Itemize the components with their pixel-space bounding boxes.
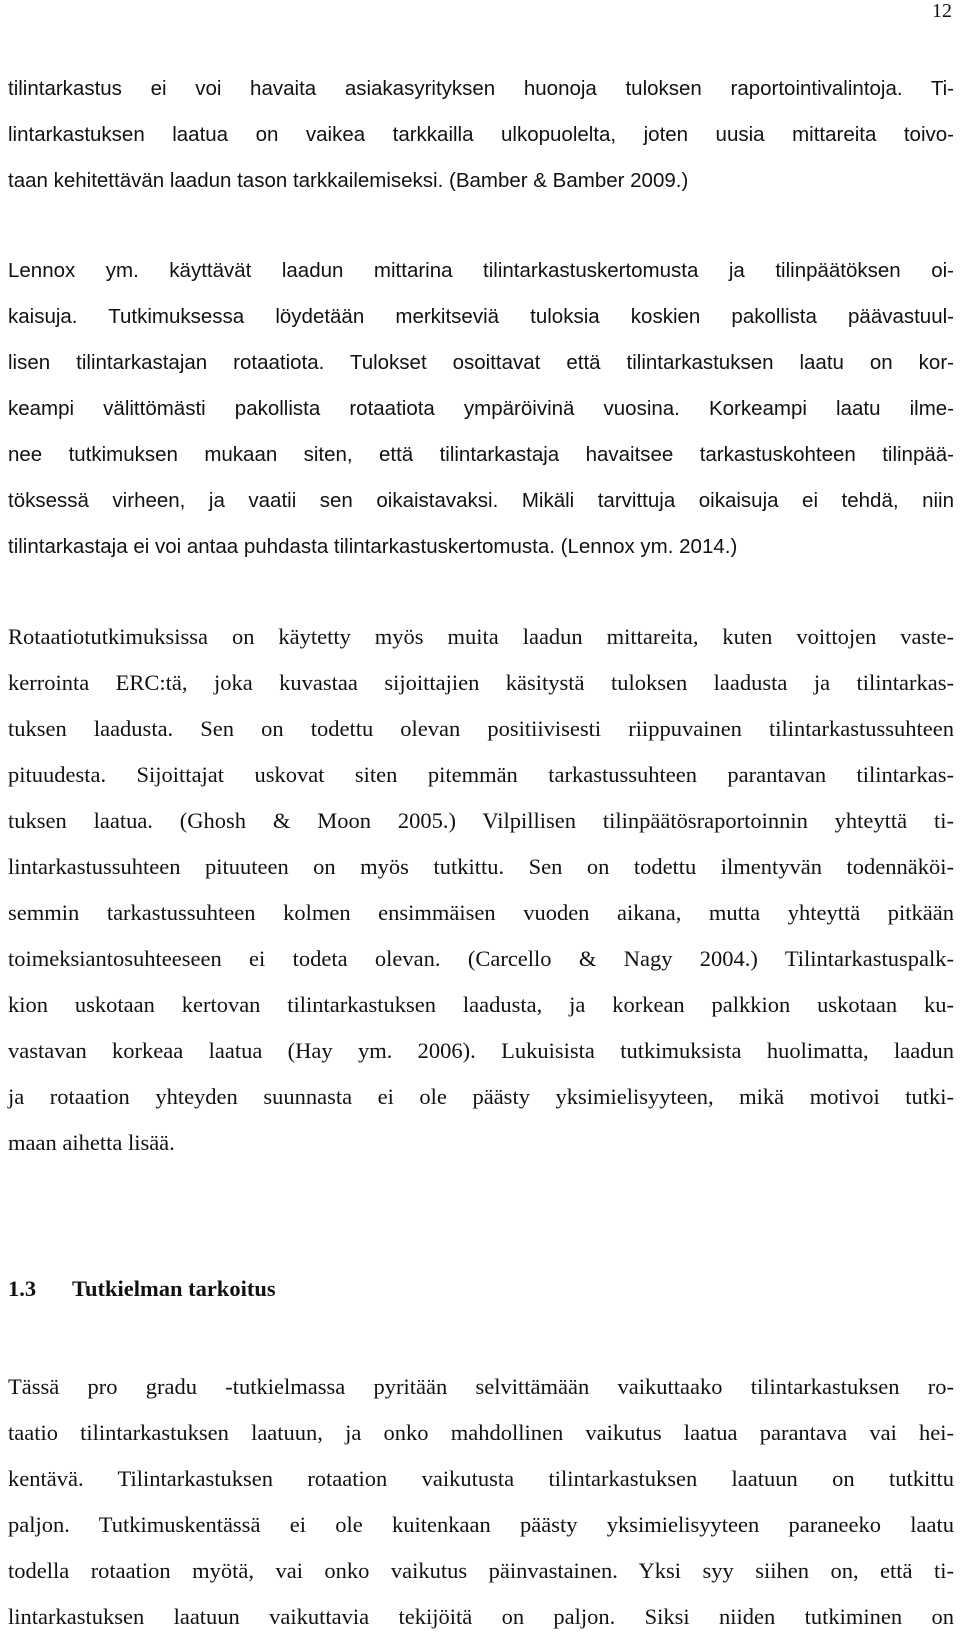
paragraph-1-line-3: taan kehitettävän laadun tason tarkkailemiseksi. (Bamber & Bamber 2009.)	[8, 169, 689, 192]
paragraph-3-line-5: tuksen laatua. (Ghosh & Moon 2005.) Vilpillisen tilinpäätösraportoinnin yhteyttä ti-	[8, 808, 954, 833]
section-heading	[8, 1272, 276, 1306]
paragraph-3-line-10: vastavan korkeaa laatua (Hay ym. 2006). Lukuisista tutkimuksista huolimatta, laadun	[8, 1038, 954, 1063]
paragraph-3-line-12: maan aihetta lisää.	[8, 1130, 175, 1155]
paragraph-2-line-3: lisen tilintarkastajan rotaatiota. Tulokset osoittavat että tilintarkastuksen laatu on kor-	[8, 351, 954, 374]
paragraph-3-line-2: kerrointa ERC:tä, joka kuvastaa sijoittajien käsitystä tuloksen laadusta ja tilintarkas-	[8, 670, 954, 695]
section-heading-number: 1.3	[8, 1276, 37, 1301]
paragraph-3-line-1: Rotaatiotutkimuksissa on käytetty myös muita laadun mittareita, kuten voittojen vaste-	[8, 624, 954, 649]
paragraph-2-line-2: kaisuja. Tutkimuksessa löydetään merkitseviä tuloksia koskien pakollista päävastuul-	[8, 305, 954, 328]
paragraph-1-line-2: lintarkastuksen laatua on vaikea tarkkailla ulkopuolelta, joten uusia mittareita toivo-	[8, 123, 954, 146]
paragraph-3-line-9: kion uskotaan kertovan tilintarkastuksen laadusta, ja korkean palkkion uskotaan ku-	[8, 992, 954, 1017]
paragraph-3-line-6: lintarkastussuhteen pituuteen on myös tutkittu. Sen on todettu ilmentyvän todennäköi-	[8, 854, 954, 879]
paragraph-2-line-6: töksessä virheen, ja vaatii sen oikaistavaksi. Mikäli tarvittuja oikaisuja ei tehdä, niin	[8, 489, 954, 512]
paragraph-4-line-1: Tässä pro gradu -tutkielmassa pyritään selvittämään vaikuttaako tilintarkastuksen ro-	[8, 1374, 954, 1399]
paragraph-3-line-7: semmin tarkastussuhteen kolmen ensimmäisen vuoden aikana, mutta yhteyttä pitkään	[8, 900, 954, 925]
paragraph-2-line-5: nee tutkimuksen mukaan siten, että tilintarkastaja havaitsee tarkastuskohteen tilinpää-	[8, 443, 954, 466]
paragraph-2-line-1: Lennox ym. käyttävät laadun mittarina tilintarkastuskertomusta ja tilinpäätöksen oi-	[8, 259, 954, 282]
paragraph-3-line-8: toimeksiantosuhteeseen ei todeta olevan. (Carcello & Nagy 2004.) Tilintarkastuspalk-	[8, 946, 954, 971]
page-number: 12	[932, 0, 952, 22]
paragraph-4-line-3: kentävä. Tilintarkastuksen rotaation vaikutusta tilintarkastuksen laatuun on tutkittu	[8, 1466, 954, 1491]
section-heading-title: Tutkielman tarkoitus	[72, 1276, 276, 1301]
paragraph-4-line-4: paljon. Tutkimuskentässä ei ole kuitenkaan päästy yksimielisyyteen paraneeko laatu	[8, 1512, 954, 1537]
paragraph-2-line-4: keampi välittömästi pakollista rotaatiota ympäröivinä vuosina. Korkeampi laatu ilme-	[8, 397, 954, 420]
paragraph-4-line-6: lintarkastuksen laatuun vaikuttavia tekijöitä on paljon. Siksi niiden tutkiminen on	[8, 1604, 954, 1629]
paragraph-3-line-11: ja rotaation yhteyden suunnasta ei ole päästy yksimielisyyteen, mikä motivoi tutki-	[8, 1084, 954, 1109]
paragraph-4-line-2: taatio tilintarkastuksen laatuun, ja onko mahdollinen vaikutus laatua parantava vai hei-	[8, 1420, 954, 1445]
paragraph-3-line-4: pituudesta. Sijoittajat uskovat siten pitemmän tarkastussuhteen parantavan tilintarkas-	[8, 762, 954, 787]
paragraph-4-line-5: todella rotaation myötä, vai onko vaikutus päinvastainen. Yksi syy siihen on, että ti-	[8, 1558, 954, 1583]
paragraph-3-line-3: tuksen laadusta. Sen on todettu olevan positiivisesti riippuvainen tilintarkastussuhteen	[8, 716, 954, 741]
paragraph-1-line-1: tilintarkastus ei voi havaita asiakasyrityksen huonoja tuloksen raportointivalintoja. Ti-	[8, 77, 954, 100]
paragraph-2-line-7: tilintarkastaja ei voi antaa puhdasta tilintarkastuskertomusta. (Lennox ym. 2014.)	[8, 535, 738, 558]
